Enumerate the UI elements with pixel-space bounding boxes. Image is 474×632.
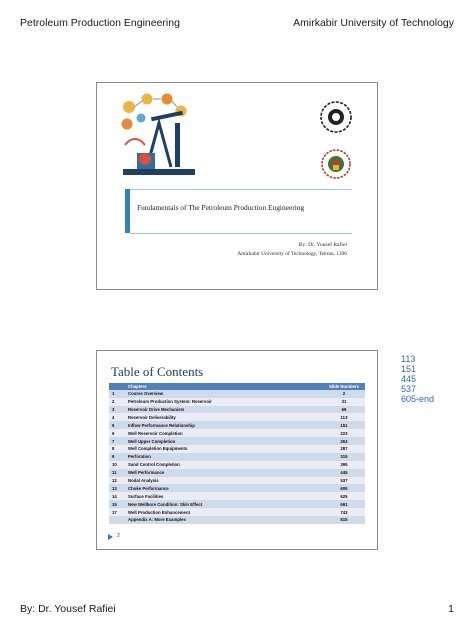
title-accent-bar [125,189,130,233]
toc-row-slide-number: 31 [323,398,365,406]
toc-row-chapter: Well Performance [125,469,323,477]
toc-row-index: 7 [109,437,125,445]
toc-row-index: 17 [109,508,125,516]
table-row [109,390,365,398]
toc-row-chapter: Well Completion Equipments [125,445,323,453]
toc-row-slide-number: 395 [323,461,365,469]
footer-author: By: Dr. Yousef Rafiei [20,603,116,615]
toc-row-slide-number: 691 [323,500,365,508]
toc-row-index [109,516,125,524]
toc-title: Table of Contents [111,364,204,379]
toc-row-slide-number: 815 [323,516,365,524]
toc-row-slide-number: 69 [323,406,365,414]
slide-page-number: 2 [117,533,120,539]
toc-row-chapter: Course Overview [125,390,323,398]
toc-row-index: 10 [109,461,125,469]
table-row [109,516,365,524]
toc-row-chapter: Surface Facilities [125,492,323,500]
slide-title: Fundamentals of The Petroleum Production Engineering [137,203,305,212]
toc-row-chapter: Choke Performance [125,484,323,492]
toc-row-index: 15 [109,500,125,508]
toc-row-index: 5 [109,421,125,429]
toc-row-slide-number: 445 [323,469,365,477]
toc-row-chapter: Well Production Enhancement [125,508,323,516]
slide-author: By: Dr. Yousef Rafiei [298,242,347,248]
header-university: Amirkabir University of Technology [293,17,454,29]
page-header [20,17,454,31]
toc-row-chapter: Appendix A: More Examples [125,516,323,524]
toc-header-chapters: Chapters [125,383,323,390]
table-row [109,500,365,508]
toc-row-chapter: Reservoir Drive Mechanism [125,406,323,414]
toc-row-chapter: Petroleum Production System: Reservoir [125,398,323,406]
table-row [109,453,365,461]
toc-row-chapter: Nodal Analysis [125,477,323,485]
toc-row-index: 2 [109,398,125,406]
header-course-title: Petroleum Production Engineering [20,17,180,29]
toc-row-slide-number: 537 [323,477,365,485]
toc-row-index: 8 [109,445,125,453]
toc-row-chapter: Sand Control Completion [125,461,323,469]
toc-row-index: 3 [109,406,125,414]
toc-header-row [109,383,365,390]
table-row [109,421,365,429]
toc-row-slide-number: 151 [323,421,365,429]
toc-header-slides: Slide Numbers [323,383,365,390]
toc-row-chapter: Well Upper Completion [125,437,323,445]
table-row [109,445,365,453]
table-row [109,484,365,492]
toc-slide [96,350,378,550]
note-line: 445 [401,374,417,384]
table-row [109,469,365,477]
toc-row-chapter: Inflow Performance Relationship [125,421,323,429]
toc-body [109,390,365,524]
title-divider-bottom [130,233,352,234]
table-row [109,406,365,414]
toc-row-slide-number: 315 [323,453,365,461]
toc-row-slide-number: 605 [323,484,365,492]
toc-row-index: 9 [109,453,125,461]
toc-row-index: 1 [109,390,125,398]
table-row [109,508,365,516]
toc-table [109,383,365,524]
toc-row-slide-number: 223 [323,429,365,437]
toc-row-slide-number: 287 [323,445,365,453]
toc-row-chapter: New Wellbore Condition: Skin Effect [125,500,323,508]
university-logos-icon [315,97,357,187]
toc-row-index: 13 [109,484,125,492]
toc-row-slide-number: 743 [323,508,365,516]
toc-row-index: 11 [109,469,125,477]
handwritten-notes [401,354,434,404]
toc-row-index: 14 [109,492,125,500]
toc-row-slide-number: 625 [323,492,365,500]
slide-arrow-icon [108,534,113,540]
note-line: 151 [401,364,417,374]
note-line: 113 [401,354,416,364]
toc-row-slide-number: 2 [323,390,365,398]
toc-row-chapter: Reservoir Deliverability [125,413,323,421]
table-row [109,437,365,445]
note-line: 605-end [401,394,435,404]
title-divider-top [130,189,352,190]
toc-row-index: 6 [109,429,125,437]
table-row [109,429,365,437]
toc-header-index [109,383,125,390]
footer-page-number: 1 [448,603,454,615]
toc-row-slide-number: 113 [323,413,365,421]
table-row [109,398,365,406]
toc-row-slide-number: 263 [323,437,365,445]
table-row [109,492,365,500]
slide-affiliation: Amirkabir University of Technology, Tehran, 1396 [237,251,347,257]
toc-row-chapter: Well Reservoir Completion [125,429,323,437]
title-block [125,189,353,269]
page-footer [20,603,454,617]
table-row [109,477,365,485]
pumpjack-illustration-icon [117,93,199,181]
title-slide [96,82,378,290]
table-row [109,413,365,421]
table-row [109,461,365,469]
toc-row-index: 12 [109,477,125,485]
toc-row-chapter: Perforation [125,453,323,461]
toc-row-index: 4 [109,413,125,421]
note-line: 537 [401,384,417,394]
